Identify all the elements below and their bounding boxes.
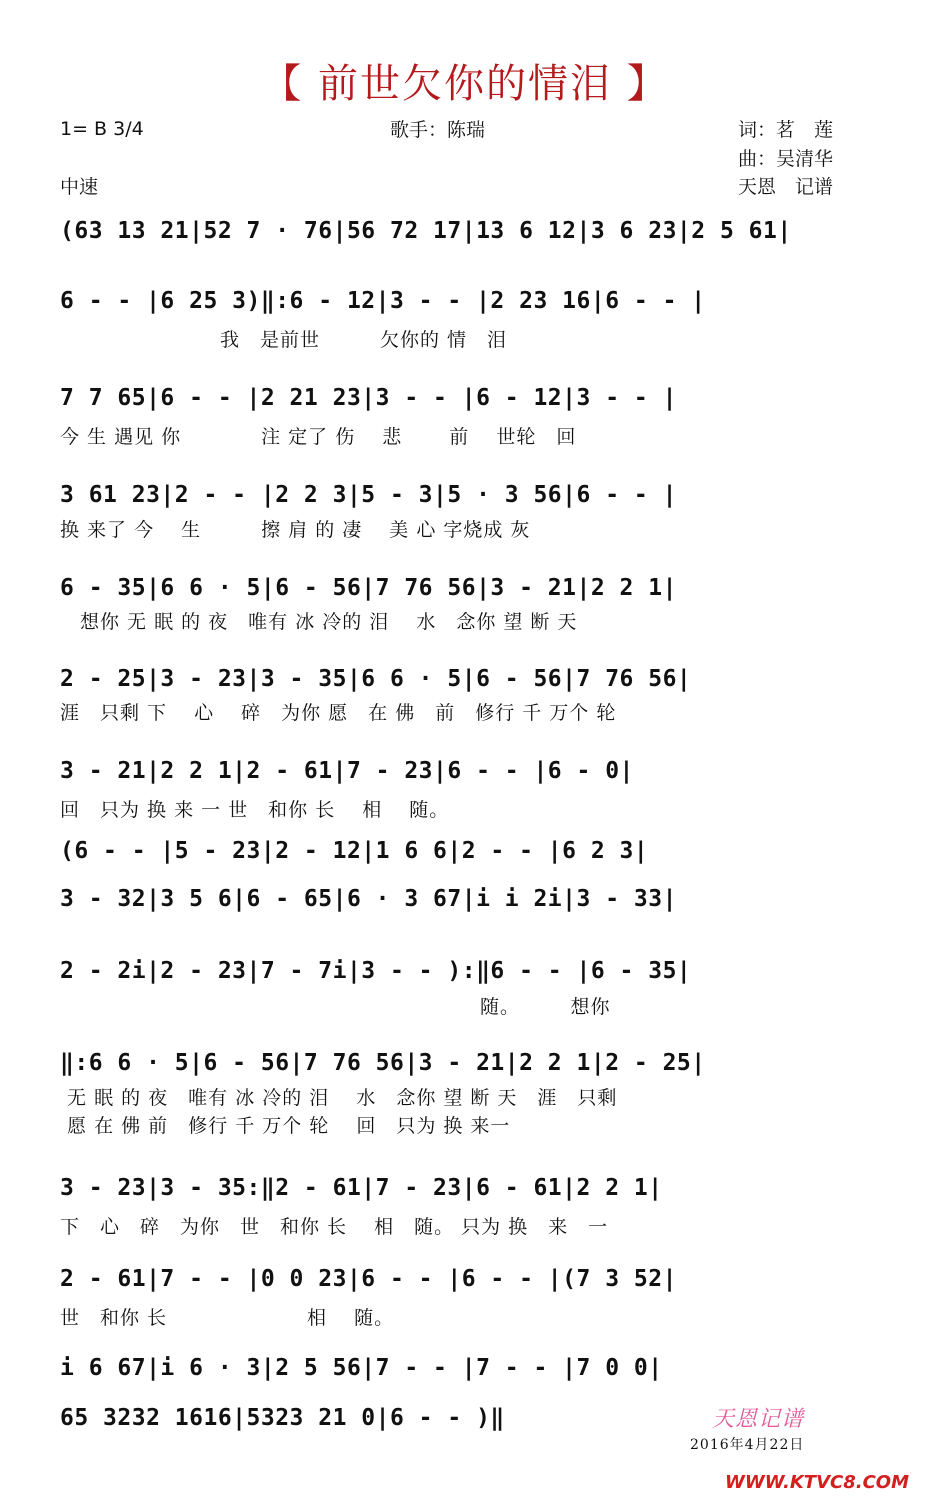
lyric-line: 愿 在 佛 前 修行 千 万个 轮 回 只为 换 来一 bbox=[60, 1115, 511, 1137]
lyric-line: 我 是前世 欠你的 情 泪 bbox=[60, 329, 508, 351]
notation-line: 2 - 25|3 - 23|3 - 35|6 6 · 5|6 - 56|7 76 56| bbox=[60, 666, 692, 692]
lyric-line: 随。 想你 bbox=[60, 996, 611, 1018]
notation-line: 6 - 35|6 6 · 5|6 - 56|7 76 56|3 - 21|2 2 1| bbox=[60, 575, 677, 601]
transcriber-stamp: 天恩记谱 bbox=[712, 1407, 805, 1432]
transcriber-credit: 天恩 记谱 bbox=[738, 176, 834, 198]
lyric-line: 今 生 遇见 你 注 定了 伤 悲 前 世轮 回 bbox=[60, 426, 577, 448]
website-watermark: WWW.KTVC8.COM bbox=[725, 1472, 909, 1493]
notation-line: 3 61 23|2 - - |2 2 3|5 - 3|5 · 3 56|6 - - | bbox=[60, 482, 677, 508]
lyric-line: 回 只为 换 来 一 世 和你 长 相 随。 bbox=[60, 799, 450, 821]
notation-line: 2 - 2i|2 - 23|7 - 7i|3 - - ):‖6 - - |6 - 35| bbox=[60, 958, 692, 984]
lyric-line: 想你 无 眠 的 夜 唯有 冰 冷的 泪 水 念你 望 断 天 bbox=[60, 611, 578, 633]
notation-line: 3 - 32|3 5 6|6 - 65|6 · 3 67|i i 2i|3 - 33| bbox=[60, 886, 677, 912]
notation-line: (63 13 21|52 7 · 76|56 72 17|13 6 12|3 6 23|2 5 61| bbox=[60, 218, 792, 244]
singer-credit: 歌手：陈瑞 bbox=[390, 119, 486, 141]
notation-line: (6 - - |5 - 23|2 - 12|1 6 6|2 - - |6 2 3| bbox=[60, 838, 649, 864]
notation-line: i 6 67|i 6 · 3|2 5 56|7 - - |7 - - |7 0 0| bbox=[60, 1355, 663, 1381]
lyric-line: 下 心 碎 为你 世 和你 长 相 随。 只为 换 来 一 bbox=[60, 1216, 609, 1238]
song-title: 【 前世欠你的情泪 】 bbox=[261, 61, 669, 107]
notation-line: 3 - 23|3 - 35:‖2 - 61|7 - 23|6 - 61|2 2 1| bbox=[60, 1175, 663, 1201]
tempo-marking: 中速 bbox=[60, 176, 99, 198]
transcription-date: 2016年4月22日 bbox=[690, 1437, 805, 1453]
key-signature: 1= B 3/4 bbox=[60, 118, 144, 140]
notation-line: 65 3232 1616|5323 21 0|6 - - )‖ bbox=[60, 1405, 505, 1431]
notation-line: 3 - 21|2 2 1|2 - 61|7 - 23|6 - - |6 - 0| bbox=[60, 758, 634, 784]
lyric-line: 世 和你 长 相 随。 bbox=[60, 1307, 395, 1329]
notation-line: 2 - 61|7 - - |0 0 23|6 - - |6 - - |(7 3 52| bbox=[60, 1266, 677, 1292]
composer-credit: 曲：吴清华 bbox=[738, 148, 834, 170]
lyricist-credit: 词：茗 莲 bbox=[738, 119, 834, 141]
lyric-line: 无 眠 的 夜 唯有 冰 冷的 泪 水 念你 望 断 天 涯 只剩 bbox=[60, 1087, 618, 1109]
notation-line: 7 7 65|6 - - |2 21 23|3 - - |6 - 12|3 - - | bbox=[60, 385, 677, 411]
lyric-line: 换 来了 今 生 擦 肩 的 凄 美 心 字烧成 灰 bbox=[60, 519, 531, 541]
notation-line: ‖:6 6 · 5|6 - 56|7 76 56|3 - 21|2 2 1|2 - 25| bbox=[60, 1050, 706, 1076]
lyric-line: 涯 只剩 下 心 碎 为你 愿 在 佛 前 修行 千 万个 轮 bbox=[60, 702, 617, 724]
notation-line: 6 - - |6 25 3)‖:6 - 12|3 - - |2 23 16|6 - - | bbox=[60, 288, 706, 314]
